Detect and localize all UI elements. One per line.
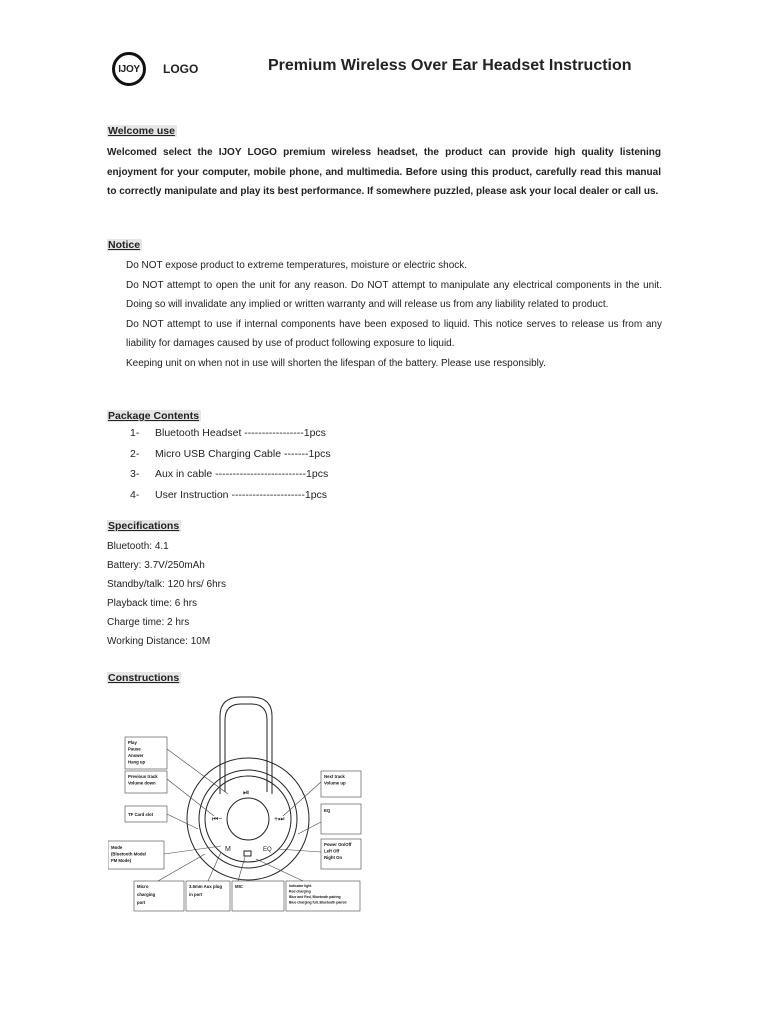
label-right-on: Right On: [324, 855, 343, 860]
page-title: Premium Wireless Over Ear Headset Instruction: [268, 57, 632, 74]
label-pairing: Blue and Red, Bluetooth pairing: [289, 895, 341, 899]
section-heading-specifications: Specifications: [108, 520, 180, 532]
section-heading-notice: Notice: [108, 239, 141, 251]
spec-item: Battery: 3.7V/250mAh: [107, 560, 205, 571]
section-heading-package: Package Contents: [108, 410, 200, 422]
label-indicator-light: Indicator light: [289, 884, 312, 888]
label-mic: MIC: [235, 884, 243, 889]
label-next-track: Next track: [324, 774, 345, 779]
notice-item: Keeping unit on when not in use will shorten the lifespan of the battery. Please use responsibly.: [126, 357, 546, 369]
logo-mark-text: IJOY: [118, 63, 140, 75]
headset-construction-diagram: [108, 694, 364, 916]
label-power: Power On/Off: [324, 842, 352, 847]
spec-item: Playback time: 6 hrs: [107, 598, 198, 609]
label-port: port: [137, 900, 146, 905]
label-charging: charging: [137, 892, 156, 897]
label-eq: EQ: [324, 808, 331, 813]
notice-item: Do NOT attempt to use if internal components have been exposed to liquid. This notice serves to release us from any liability for damages caused by use of product following exposure to liquid.: [126, 318, 662, 349]
label-red-charging: Red charging: [289, 889, 311, 894]
item-number: 4-: [130, 488, 140, 501]
list-item: [130, 448, 331, 469]
brand-logo-mark: [112, 52, 146, 86]
package-contents-list: [130, 427, 331, 509]
list-item: [130, 468, 331, 489]
item-number: 1-: [130, 427, 140, 439]
label-pause: Pause: [128, 746, 141, 752]
label-volume-up: Volume up: [324, 780, 346, 786]
headband-inner: [225, 704, 267, 792]
label-in-port: in port: [189, 892, 203, 897]
list-item: [130, 427, 331, 448]
play-symbol: ⏯: [243, 788, 250, 797]
label-aux-plug: 3.5mm Aux plug: [189, 884, 223, 889]
eq-symbol: EQ: [263, 847, 272, 853]
label-volume-down: Volume down: [128, 780, 156, 786]
item-number: 3-: [130, 468, 140, 480]
item-text: User Instruction ---------------------1pcs: [155, 488, 328, 501]
svg-text:Next trackVolume up: [324, 774, 346, 786]
label-previous-track: Previous track: [128, 774, 158, 779]
label-fm-mode: FM Mode): [111, 858, 132, 863]
item-text: Bluetooth Headset -----------------1pcs: [155, 427, 326, 439]
specifications-list: [107, 537, 407, 651]
welcome-paragraph: Welcomed select the IJOY LOGO premium wireless headset, the product can provide high quality listening enjoyment for your computer, mobile phone, and multimedia. Before using this product, carefully read this manual to correctly manipulate and play its best performance. If somewhere puzzled, please ask your local dealer or call us.: [107, 147, 661, 197]
brand-logo-text: LOGO: [163, 62, 199, 76]
label-bluetooth-mode: (Bluetooth Mode/: [111, 851, 147, 857]
item-text: Micro USB Charging Cable -------1pcs: [155, 447, 331, 460]
section-heading-welcome: Welcome use: [108, 125, 175, 137]
label-answer: Answer: [128, 753, 144, 758]
spec-item: Standby/talk: 120 hrs/ 6hrs: [107, 579, 226, 590]
label-micro: Micro: [137, 884, 149, 889]
list-item: [130, 489, 331, 510]
item-text: Aux in cable --------------------------1pcs: [155, 468, 329, 480]
spec-item: Charge time: 2 hrs: [107, 617, 190, 628]
notice-item: Do NOT attempt to open the unit for any reason. Do NOT attempt to manipulate any electrical components in the unit. Doing so will invalidate any implied or written warranty and will release us from any liability related to product.: [126, 279, 662, 310]
bottom-port: [244, 851, 251, 856]
label-left-off: Left Off: [324, 848, 340, 854]
label-mode: Mode: [111, 845, 123, 850]
m-symbol: M: [225, 846, 231, 853]
control-pad: [227, 798, 269, 840]
notice-item: Do NOT expose product to extreme temperatures, moisture or electric shock.: [126, 260, 468, 271]
spec-item: Working Distance: 10M: [107, 636, 211, 647]
label-hang-up: Hang up: [128, 759, 146, 765]
item-number: 2-: [130, 447, 140, 460]
label-paired: Blue charging full, Bluetooth paired: [289, 900, 347, 905]
section-heading-constructions: Constructions: [108, 672, 180, 684]
svg-text:Previous trackVolume down: [128, 774, 158, 786]
spec-item: Bluetooth: 4.1: [107, 541, 169, 552]
notice-list: [126, 256, 662, 373]
label-tf-card: TF Card slot: [128, 812, 154, 817]
prev-symbol: ⏮−: [212, 816, 223, 823]
next-symbol: +⏭: [274, 816, 285, 823]
label-play: Play: [128, 740, 137, 745]
